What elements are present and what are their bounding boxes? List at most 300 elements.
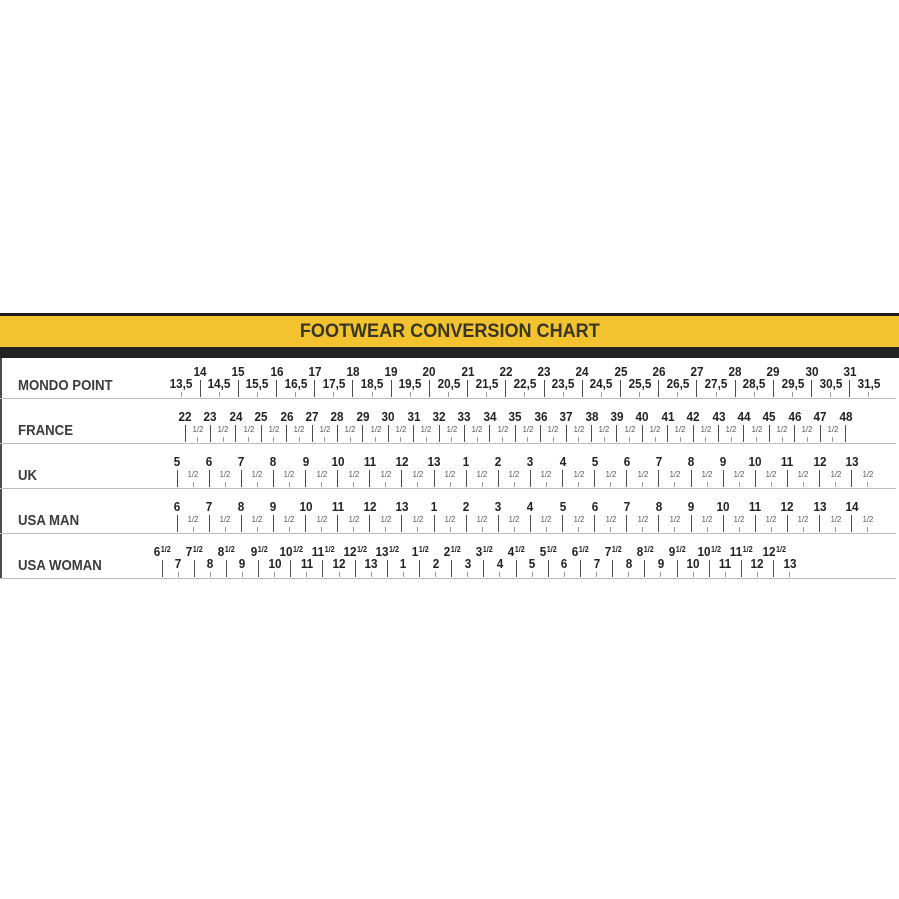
tick-mark bbox=[773, 380, 774, 397]
size-label: 20 bbox=[422, 364, 436, 379]
size-scale-usa-man bbox=[173, 496, 874, 532]
size-label: $9^{1/2}$ bbox=[250, 544, 268, 559]
size-label: $10^{1/2}$ bbox=[697, 544, 722, 559]
tick-mark bbox=[562, 515, 563, 532]
tick-mark bbox=[773, 560, 774, 577]
size-label: 1/2 bbox=[380, 468, 392, 479]
size-label: 1/2 bbox=[348, 513, 360, 524]
tick-mark bbox=[693, 425, 694, 442]
tick-mark bbox=[691, 470, 692, 487]
size-label: 1/2 bbox=[348, 468, 360, 479]
tick-mark bbox=[723, 515, 724, 532]
tick-mark bbox=[514, 527, 515, 532]
size-label: 11 bbox=[749, 499, 762, 514]
half-superscript: 1/2 bbox=[579, 545, 590, 554]
size-label: 40 bbox=[635, 409, 649, 424]
tick-mark bbox=[448, 392, 449, 397]
tick-mark bbox=[337, 470, 338, 487]
tick-mark bbox=[486, 392, 487, 397]
size-label: 29 bbox=[356, 409, 370, 424]
size-label: 1/2 bbox=[701, 468, 713, 479]
size-label: $3^{1/2}$ bbox=[475, 544, 493, 559]
size-label: $8^{1/2}$ bbox=[636, 544, 654, 559]
size-label: 26 bbox=[280, 409, 294, 424]
tick-mark bbox=[819, 515, 820, 532]
tick-mark bbox=[362, 425, 363, 442]
size-label: 6 bbox=[561, 556, 568, 571]
half-superscript: 1/2 bbox=[711, 545, 722, 554]
size-label: 1/2 bbox=[830, 513, 841, 524]
tick-mark bbox=[482, 527, 483, 532]
size-label: 1/2 bbox=[669, 513, 681, 524]
size-label: 11 bbox=[363, 454, 376, 469]
size-label: 10 bbox=[716, 499, 730, 514]
size-label: 2 bbox=[462, 499, 470, 514]
chart-title: FOOTWEAR CONVERSION CHART bbox=[299, 320, 600, 342]
size-label: 1/2 bbox=[733, 513, 745, 524]
tick-mark bbox=[333, 392, 334, 397]
size-label: 30 bbox=[381, 409, 395, 424]
size-label: 13 bbox=[364, 556, 378, 571]
size-label: 1/2 bbox=[251, 468, 263, 479]
size-label: 31 bbox=[843, 364, 857, 379]
tick-mark bbox=[257, 392, 258, 397]
tick-mark bbox=[289, 482, 290, 487]
size-label: 9 bbox=[270, 499, 277, 514]
size-label: 1/2 bbox=[508, 513, 520, 524]
half-superscript: 1/2 bbox=[514, 545, 525, 554]
size-label: 29,5 bbox=[781, 376, 804, 391]
tick-mark bbox=[241, 515, 242, 532]
tick-mark bbox=[741, 560, 742, 577]
tick-mark bbox=[757, 572, 758, 577]
tick-mark bbox=[210, 572, 211, 577]
tick-mark bbox=[580, 560, 581, 577]
size-label: 19,5 bbox=[398, 376, 422, 391]
tick-mark bbox=[835, 482, 836, 487]
tick-mark bbox=[352, 380, 353, 397]
tick-mark bbox=[830, 392, 831, 397]
size-label: 7 bbox=[655, 454, 663, 469]
size-scale-uk bbox=[173, 451, 874, 487]
tick-mark bbox=[548, 560, 549, 577]
tick-mark bbox=[290, 560, 291, 577]
tick-mark bbox=[544, 380, 545, 397]
size-label: 1/2 bbox=[476, 513, 488, 524]
half-superscript: 1/2 bbox=[546, 545, 557, 554]
size-label: 46 bbox=[788, 409, 802, 424]
tick-mark bbox=[578, 527, 579, 532]
tick-mark bbox=[321, 527, 322, 532]
row-label-usa-woman: USA WOMAN bbox=[18, 557, 102, 574]
size-label: 30 bbox=[805, 364, 819, 379]
size-label: 1/2 bbox=[830, 468, 841, 479]
tick-mark bbox=[754, 392, 755, 397]
tick-mark bbox=[769, 425, 770, 442]
tick-mark bbox=[321, 482, 322, 487]
size-label: 5 bbox=[559, 499, 566, 514]
tick-mark bbox=[305, 515, 306, 532]
size-label: 1/2 bbox=[444, 513, 456, 524]
tick-mark bbox=[755, 515, 756, 532]
size-label: 25 bbox=[254, 409, 268, 424]
tick-mark bbox=[306, 572, 307, 577]
size-label: 3 bbox=[494, 499, 502, 514]
scale-baseline bbox=[0, 443, 896, 444]
tick-mark bbox=[582, 380, 583, 397]
tick-mark bbox=[337, 425, 338, 442]
tick-mark bbox=[353, 527, 354, 532]
size-label: 1/2 bbox=[862, 468, 874, 479]
size-label: 1 bbox=[400, 556, 407, 571]
tick-mark bbox=[439, 425, 440, 442]
size-label: 14,5 bbox=[207, 376, 231, 391]
size-label: $7^{1/2}$ bbox=[604, 544, 622, 559]
tick-mark bbox=[604, 437, 605, 442]
half-superscript: 1/2 bbox=[225, 545, 236, 554]
size-label: $11^{1/2}$ bbox=[311, 544, 335, 559]
tick-mark bbox=[563, 392, 564, 397]
tick-mark bbox=[429, 380, 430, 397]
tick-mark bbox=[483, 560, 484, 577]
size-label: 16,5 bbox=[284, 376, 308, 391]
tick-mark bbox=[434, 470, 435, 487]
tick-mark bbox=[756, 437, 757, 442]
row-label-mondo-point: MONDO POINT bbox=[18, 377, 113, 394]
size-label: 1/2 bbox=[497, 423, 508, 434]
tick-mark bbox=[225, 482, 226, 487]
size-label: $12^{1/2}$ bbox=[762, 544, 786, 559]
tick-mark bbox=[385, 482, 386, 487]
size-label: 13 bbox=[395, 499, 409, 514]
tick-mark bbox=[735, 380, 736, 397]
size-label: $5^{1/2}$ bbox=[539, 544, 557, 559]
tick-mark bbox=[322, 560, 323, 577]
tick-mark bbox=[177, 515, 178, 532]
tick-mark bbox=[594, 470, 595, 487]
size-label: 15 bbox=[231, 364, 245, 379]
tick-mark bbox=[660, 572, 661, 577]
size-label: 1/2 bbox=[725, 423, 737, 434]
tick-mark bbox=[725, 572, 726, 577]
size-label: 1/2 bbox=[605, 468, 617, 479]
size-label: 18 bbox=[346, 364, 360, 379]
tick-mark bbox=[502, 437, 503, 442]
tick-mark bbox=[401, 515, 402, 532]
size-label: 6 bbox=[623, 454, 631, 469]
tick-mark bbox=[707, 482, 708, 487]
tick-mark bbox=[578, 482, 579, 487]
tick-mark bbox=[466, 470, 467, 487]
size-label: 21 bbox=[461, 364, 475, 379]
size-label: 1/2 bbox=[284, 468, 295, 479]
size-label: 12 bbox=[780, 499, 794, 514]
size-label: 6 bbox=[173, 499, 181, 514]
half-superscript: 1/2 bbox=[357, 545, 368, 554]
size-label: 9 bbox=[239, 556, 246, 571]
tick-mark bbox=[851, 515, 852, 532]
scale-baseline bbox=[0, 533, 896, 534]
tick-mark bbox=[185, 425, 186, 442]
tick-mark bbox=[532, 572, 533, 577]
size-label: 29 bbox=[766, 364, 780, 379]
tick-mark bbox=[450, 482, 451, 487]
half-superscript: 1/2 bbox=[450, 545, 461, 554]
tick-mark bbox=[819, 470, 820, 487]
tick-mark bbox=[498, 515, 499, 532]
tick-mark bbox=[467, 572, 468, 577]
size-label: 23 bbox=[203, 409, 217, 424]
tick-mark bbox=[467, 380, 468, 397]
size-label: 12 bbox=[812, 454, 827, 469]
tick-mark bbox=[868, 392, 869, 397]
tick-mark bbox=[235, 425, 236, 442]
size-label: 11 bbox=[300, 556, 314, 571]
tick-mark bbox=[369, 515, 370, 532]
size-label: 1/2 bbox=[798, 468, 809, 479]
tick-mark bbox=[867, 482, 868, 487]
size-label: 28 bbox=[330, 409, 344, 424]
size-label: 7 bbox=[174, 556, 182, 571]
size-label: 8 bbox=[655, 499, 663, 514]
size-label: 48 bbox=[839, 409, 853, 424]
tick-mark bbox=[369, 470, 370, 487]
footwear-conversion-chart bbox=[0, 313, 899, 584]
tick-mark bbox=[562, 470, 563, 487]
size-label: 36 bbox=[534, 409, 548, 424]
size-label: 43 bbox=[712, 409, 726, 424]
size-label: 11 bbox=[781, 454, 794, 469]
row-label-usa-man: USA MAN bbox=[18, 512, 80, 529]
size-label: 1/2 bbox=[605, 513, 617, 524]
tick-mark bbox=[591, 425, 592, 442]
tick-mark bbox=[355, 560, 356, 577]
tick-mark bbox=[375, 437, 376, 442]
tick-mark bbox=[716, 392, 717, 397]
half-superscript: 1/2 bbox=[775, 545, 786, 554]
size-label: 1/2 bbox=[802, 423, 813, 434]
size-label: 24,5 bbox=[590, 376, 613, 391]
tick-mark bbox=[337, 515, 338, 532]
size-label: 1/2 bbox=[624, 423, 635, 434]
size-label: 1/2 bbox=[319, 423, 331, 434]
tick-mark bbox=[546, 527, 547, 532]
size-label: 11 bbox=[331, 499, 344, 514]
tick-mark bbox=[642, 527, 643, 532]
size-label: 24 bbox=[575, 364, 589, 379]
size-label: 1/2 bbox=[268, 423, 280, 434]
size-label: $6^{1/2}$ bbox=[572, 544, 590, 559]
size-label: 1/2 bbox=[541, 468, 552, 479]
size-label: 37 bbox=[559, 409, 573, 424]
size-label: 1/2 bbox=[862, 513, 874, 524]
size-label: 7 bbox=[237, 454, 245, 469]
tick-mark bbox=[312, 425, 313, 442]
size-label: 9 bbox=[719, 454, 727, 469]
tick-mark bbox=[219, 392, 220, 397]
tick-mark bbox=[739, 482, 740, 487]
tick-mark bbox=[241, 470, 242, 487]
size-label: 1/2 bbox=[675, 423, 686, 434]
size-label: 12 bbox=[750, 556, 764, 571]
size-label: $6^{1/2}$ bbox=[153, 544, 171, 559]
size-label: 23 bbox=[537, 364, 551, 379]
tick-mark bbox=[658, 380, 659, 397]
tick-mark bbox=[655, 437, 656, 442]
half-superscript: 1/2 bbox=[743, 545, 754, 554]
half-superscript: 1/2 bbox=[611, 545, 622, 554]
size-label: 1 bbox=[462, 454, 470, 469]
size-label: 1/2 bbox=[508, 468, 520, 479]
tick-mark bbox=[707, 527, 708, 532]
tick-mark bbox=[667, 425, 668, 442]
tick-mark bbox=[426, 437, 427, 442]
size-label: 3 bbox=[527, 454, 534, 469]
size-label: 28,5 bbox=[742, 376, 766, 391]
size-label: 1 bbox=[430, 499, 438, 514]
tick-mark bbox=[273, 515, 274, 532]
size-label: 1/2 bbox=[187, 468, 199, 479]
size-label: 44 bbox=[737, 409, 751, 424]
tick-mark bbox=[385, 527, 386, 532]
size-label: 1/2 bbox=[187, 513, 199, 524]
size-label: 1/2 bbox=[669, 468, 681, 479]
black-divider-band bbox=[0, 347, 899, 358]
tick-mark bbox=[516, 560, 517, 577]
tick-mark bbox=[197, 437, 198, 442]
row-label-france: FRANCE bbox=[18, 422, 73, 439]
size-label: 20,5 bbox=[437, 376, 460, 391]
tick-mark bbox=[610, 527, 611, 532]
tick-mark bbox=[553, 437, 554, 442]
tick-mark bbox=[594, 515, 595, 532]
half-superscript: 1/2 bbox=[675, 545, 686, 554]
tick-mark bbox=[787, 470, 788, 487]
size-label: 21,5 bbox=[475, 376, 499, 391]
tick-mark bbox=[401, 470, 402, 487]
tick-mark bbox=[273, 470, 274, 487]
tick-mark bbox=[350, 437, 351, 442]
size-label: 1/2 bbox=[471, 423, 483, 434]
tick-mark bbox=[644, 560, 645, 577]
size-label: 10 bbox=[268, 556, 282, 571]
size-label: 10 bbox=[686, 556, 700, 571]
size-label: 12 bbox=[395, 454, 409, 469]
size-label: 31 bbox=[407, 409, 421, 424]
tick-mark bbox=[845, 425, 846, 442]
size-label: 1/2 bbox=[548, 423, 559, 434]
tick-mark bbox=[403, 572, 404, 577]
size-label: 30,5 bbox=[819, 376, 843, 391]
tick-mark bbox=[527, 437, 528, 442]
size-label: 4 bbox=[559, 454, 566, 469]
tick-mark bbox=[295, 392, 296, 397]
size-label: 1/2 bbox=[573, 423, 585, 434]
size-label: 28 bbox=[728, 364, 742, 379]
chart-title-bar bbox=[0, 316, 899, 347]
size-label: 38 bbox=[584, 409, 599, 424]
size-label: 35 bbox=[508, 409, 522, 424]
size-label: 14 bbox=[193, 364, 207, 379]
tick-mark bbox=[499, 572, 500, 577]
tick-mark bbox=[417, 482, 418, 487]
size-label: 2 bbox=[494, 454, 502, 469]
size-label: 1/2 bbox=[395, 423, 407, 434]
tick-mark bbox=[242, 572, 243, 577]
size-label: 17 bbox=[308, 364, 322, 379]
tick-mark bbox=[274, 572, 275, 577]
size-label: 25 bbox=[614, 364, 628, 379]
tick-mark bbox=[299, 437, 300, 442]
tick-mark bbox=[696, 380, 697, 397]
tick-mark bbox=[642, 425, 643, 442]
size-label: 1/2 bbox=[827, 423, 839, 434]
tick-mark bbox=[771, 482, 772, 487]
tick-mark bbox=[451, 560, 452, 577]
tick-mark bbox=[477, 437, 478, 442]
half-superscript: 1/2 bbox=[418, 545, 429, 554]
tick-mark bbox=[193, 527, 194, 532]
size-label: 1/2 bbox=[522, 423, 534, 434]
scale-baseline bbox=[0, 488, 896, 489]
size-label: 1/2 bbox=[798, 513, 809, 524]
tick-mark bbox=[435, 572, 436, 577]
size-label: 8 bbox=[207, 556, 214, 571]
tick-mark bbox=[434, 515, 435, 532]
tick-mark bbox=[564, 572, 565, 577]
tick-mark bbox=[803, 482, 804, 487]
tick-mark bbox=[464, 425, 465, 442]
size-label: 1/2 bbox=[598, 423, 610, 434]
size-label: $10^{1/2}$ bbox=[279, 544, 303, 559]
size-label: 22 bbox=[499, 364, 513, 379]
size-label: 1/2 bbox=[765, 468, 777, 479]
tick-mark bbox=[419, 560, 420, 577]
tick-mark bbox=[803, 527, 804, 532]
tick-mark bbox=[261, 425, 262, 442]
size-label: 1/2 bbox=[192, 423, 204, 434]
size-label: 1/2 bbox=[637, 468, 649, 479]
size-label: 39 bbox=[610, 409, 624, 424]
tick-mark bbox=[524, 392, 525, 397]
tick-mark bbox=[794, 425, 795, 442]
tick-mark bbox=[181, 392, 182, 397]
size-label: 15,5 bbox=[246, 376, 269, 391]
tick-mark bbox=[546, 482, 547, 487]
size-label: 1/2 bbox=[243, 423, 254, 434]
tick-mark bbox=[289, 527, 290, 532]
tick-mark bbox=[723, 470, 724, 487]
size-label: 1/2 bbox=[294, 423, 305, 434]
tick-mark bbox=[642, 482, 643, 487]
size-label: $8^{1/2}$ bbox=[218, 544, 236, 559]
size-label: 1/2 bbox=[370, 423, 381, 434]
tick-mark bbox=[489, 425, 490, 442]
size-label: 1/2 bbox=[316, 513, 327, 524]
tick-mark bbox=[209, 470, 210, 487]
tick-mark bbox=[193, 482, 194, 487]
size-scale-france bbox=[178, 406, 853, 442]
size-label: 27 bbox=[305, 409, 319, 424]
size-label: 1/2 bbox=[446, 423, 458, 434]
size-label: 1/2 bbox=[573, 513, 584, 524]
tick-mark bbox=[596, 572, 597, 577]
size-label: 11 bbox=[719, 556, 732, 571]
half-superscript: 1/2 bbox=[160, 545, 171, 554]
size-label: 8 bbox=[625, 556, 632, 571]
left-border-line bbox=[0, 358, 2, 579]
size-label: 9 bbox=[302, 454, 309, 469]
